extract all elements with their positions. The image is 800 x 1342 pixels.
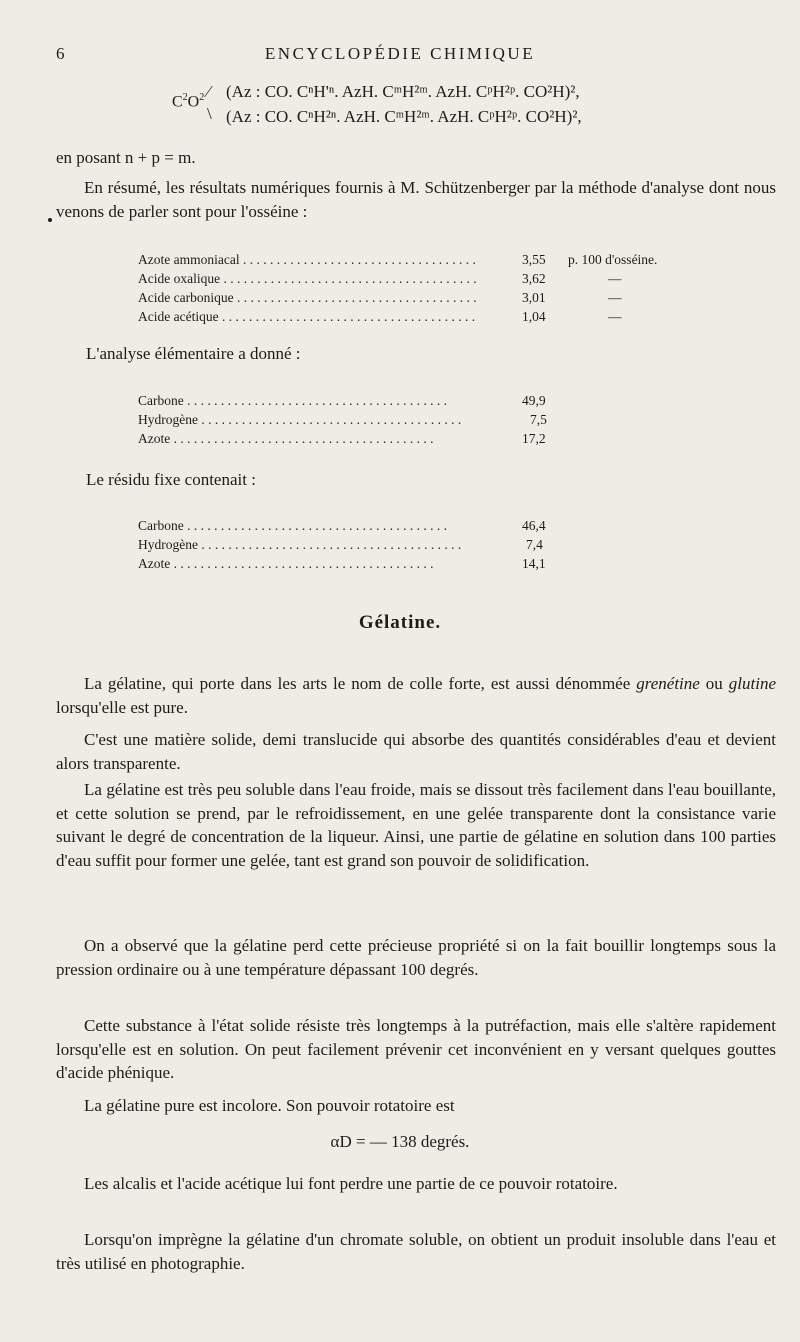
paragraph-alkalis: Les alcalis et l'acide acétique lui font perdre une partie de ce pouvoir rotatoire.: [84, 1174, 618, 1193]
formula-prefix: $C^2O^2$: [172, 92, 205, 111]
formula-line-2: (Az : CO. CⁿH²ⁿ. AzH. CᵐH²ᵐ. AzH. CᵖH²ᵖ. CO²H)²,: [226, 107, 582, 126]
formula-brace-upper: ⁄: [207, 82, 210, 101]
paragraph-description: C'est une matière solide, demi translucide qui absorbe des quantités considérables d'eau et devient alors transparente.: [56, 730, 776, 773]
formula-line-1: (Az : CO. CⁿH'ⁿ. AzH. CᵐH²ᵐ. AzH. CᵖH²ᵖ. CO²H)²,: [226, 82, 580, 101]
elemental-analysis-intro: L'analyse élémentaire a donné :: [86, 344, 301, 363]
page-number: 6: [56, 44, 65, 63]
summary-paragraph: En résumé, les résultats numériques fournis à M. Schützenberger par la méthode d'analyse dont nous venons de parler sont pour l'osséine :: [56, 178, 776, 221]
section-heading-gelatine: Gélatine.: [358, 612, 442, 633]
paragraph-boiling: On a observé que la gélatine perd cette précieuse propriété si on la fait bouillir longtemps sous la pression ordinaire ou à une température dépassant 100 degrés.: [56, 936, 776, 979]
paragraph-solubility: La gélatine est très peu soluble dans l'eau froide, mais se dissout très facilement dans l'eau bouillante, et cette solution se prend, par le refroidissement, en une gelée transparente dont la consistance varie suivant le degré de concentration de la liqueur. Ainsi, une partie de gélatine en solution dans 100 parties d'eau suffit pour former une gelée, tant est grand son pouvoir de solidification.: [56, 780, 776, 870]
book-page: 6 ENCYCLOPÉDIE CHIMIQUE $C^2O^2$ ⁄ \ (Az : CO. CⁿH'ⁿ. AzH. CᵐH²ᵐ. AzH. CᵖH²ᵖ. CO²H)², (Az : CO. CⁿH²ⁿ. AzH. CᵐH²ᵐ. AzH. CᵖH²ᵖ. CO²H)², en posant n + p = m. En résumé, les résultats numériques fournis à M. Schützenberger par la méthode d'analyse dont nous venons de parler sont pour l'osséine : Azote ammoniacal . . . 3,55 p. 100 d'osséine. Acide oxalique . . . 3,62 — Acide carbonique . . . 3,01 — Acide acétique . . . 1,04 — L'analyse élémentaire a donné : Carbone . . . 49,9 Hydrogène . . . 7,5 Azote . . . 17,2 Le résidu fixe contenait : Carbone . . . 46,4 Hydrogène . . . 7,4 Azote . . . 14,1 Gélatine. La gélatine, qui porte dans les arts le nom de colle forte, est aussi dénommée grenétine ou glutine lorsqu'elle est pure. C'est une matière solide, demi translucide qui absorbe des quantités considérables d'eau et devient alors transparente. La gélatine est très peu soluble dans l'eau froide, mais se dissout très facilement dans l'eau bouillante, et cette solution se prend, par le refroidissement, en une gelée transparente dont la consistance varie suivant le degré de concentration de la liqueur. Ainsi, une partie de gélatine en solution dans 100 parties d'eau suffit pour former une gelée, tant est grand son pouvoir de solidification. On a observé que la gélatine perd cette précieuse propriété si on la fait bouillir longtemps sous la pression ordinaire ou à une température dépassant 100 degrés. Cette substance à l'état solide résiste très longtemps à la putréfaction, mais elle s'altère rapidement lorsqu'elle est en solution. On peut facilement prévenir cet inconvénient en y versant quelques gouttes d'acide phénique. La gélatine pure est incolore. Son pouvoir rotatoire est αD = — 138 degrés. Les alcalis et l'acide acétique lui font perdre une partie de ce pouvoir rotatoire. Lorsqu'on imprègne la gélatine d'un chromate soluble, on obtient un produit insoluble dans l'eau et très utilisé en photographie.: [0, 0, 800, 1342]
paragraph-putrefaction: Cette substance à l'état solide résiste très longtemps à la putréfaction, mais elle s'altère rapidement lorsqu'elle est en solution. On peut facilement prévenir cet inconvénient en y versant quelques gouttes d'acide phénique.: [56, 1016, 776, 1082]
formula-brace-lower: \: [207, 104, 212, 123]
paragraph-chromate: Lorsqu'on imprègne la gélatine d'un chromate soluble, on obtient un produit insoluble dans l'eau et très utilisé en photographie.: [56, 1230, 776, 1273]
formula-note: en posant n + p = m.: [56, 148, 196, 167]
running-header-title: ENCYCLOPÉDIE CHIMIQUE: [264, 44, 536, 63]
print-mark: [48, 218, 52, 222]
paragraph-rotatory-power: La gélatine pure est incolore. Son pouvoir rotatoire est: [84, 1096, 455, 1115]
paragraph-gelatine-names: La gélatine, qui porte dans les arts le nom de colle forte, est aussi dénommée grenétine ou glutine lorsqu'elle est pure.: [56, 674, 776, 717]
rotatory-power-equation: αD = — 138 degrés.: [330, 1132, 470, 1151]
fixed-residue-intro: Le résidu fixe contenait :: [86, 470, 256, 489]
